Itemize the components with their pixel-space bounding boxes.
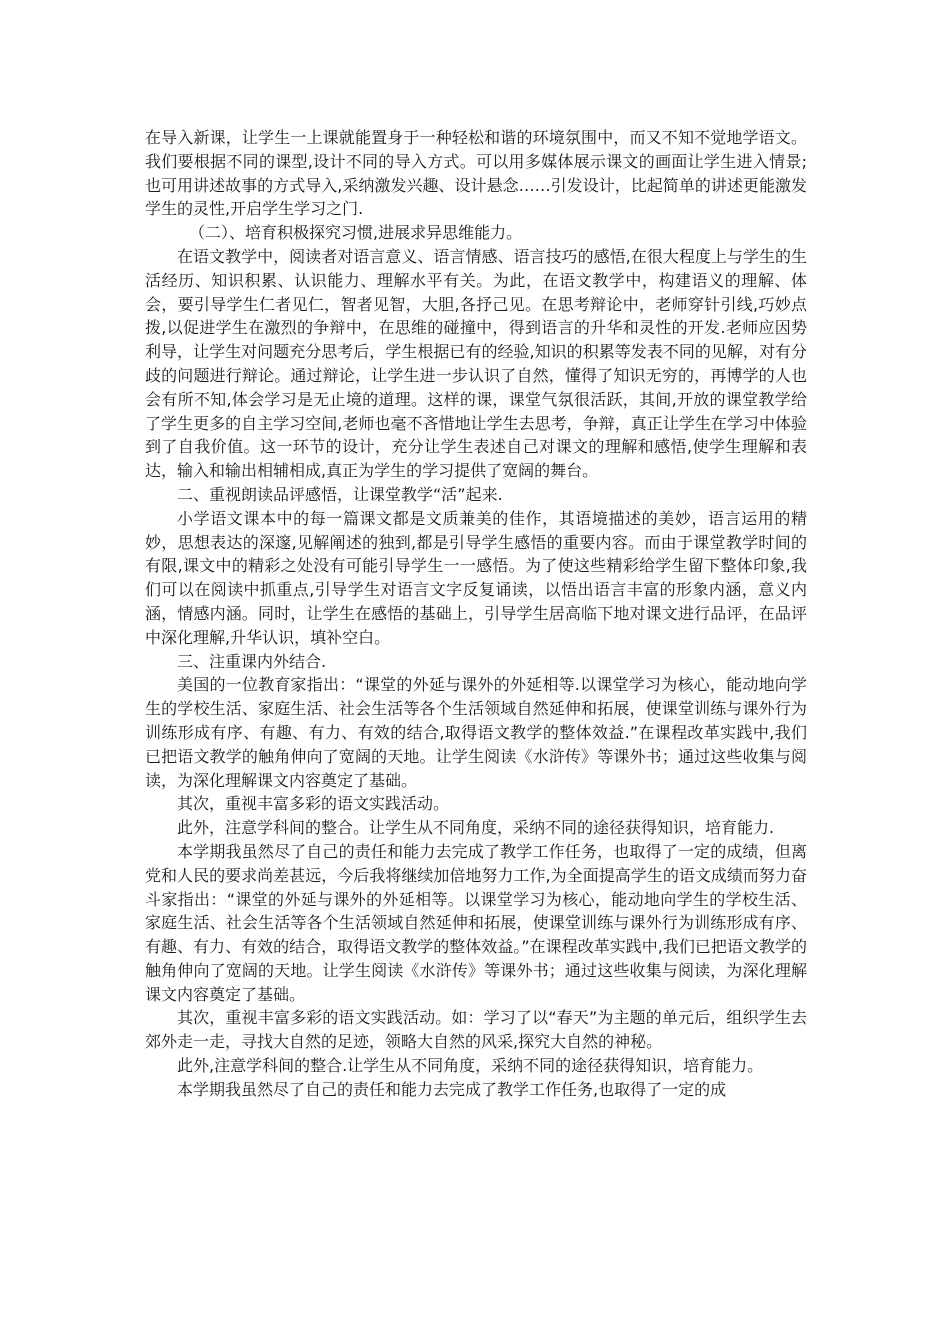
paragraph: 美国的一位教育家指出：“课堂的外延与课外的外延相等.以课堂学习为核心，能动地向学生的学校生活、家庭生活、社会生活等各个生活领域自然延伸和拓展，使课堂训练与课外行为训练形成有序、有趣、有力、有效的结合,取得语文教学的整体效益.”在课程改革实践中,我们已把语文教学的触角伸向了宽阔的天地。让学生阅读《水浒传》等课外书；通过这些收集与阅读，为深化理解课文内容奠定了基础。 — [145, 675, 807, 790]
section-heading: 二、重视朗读品评感悟，让课堂教学“活”起来. — [177, 484, 503, 504]
paragraph: 此外,注意学科间的整合.让学生从不同角度，采纳不同的途径获得知识，培育能力。 — [177, 1056, 764, 1076]
paragraph: 本学期我虽然尽了自己的责任和能力去完成了教学工作任务，也取得了一定的成绩，但离党和人民的要求尚差甚远，今后我将继续加倍地努力工作,为全面提高学生的语文成绩而努力奋斗家指出：“课堂的外延与课外的外延相等。以课堂学习为核心，能动地向学生的学校生活、家庭生活、社会生活等各个生活领域自然延伸和拓展，使课堂训练与课外行为训练形成有序、有趣、有力、有效的结合，取得语文教学的整体效益。”在课程改革实践中,我们已把语文教学的触角伸向了宽阔的天地。让学生阅读《水浒传》等课外书；通过这些收集与阅读，为深化理解课文内容奠定了基础。 — [145, 841, 807, 1004]
section-heading-2: （二）、培育积极探究习惯,进展求异思维能力。 — [189, 223, 523, 243]
section-heading: 三、注重课内外结合. — [177, 651, 327, 671]
paragraph: 本学期我虽然尽了自己的责任和能力去完成了教学工作任务,也取得了一定的成 — [177, 1079, 727, 1099]
document-body — [145, 126, 807, 1102]
paragraph-intro-continuation: 在导入新课，让学生一上课就能置身于一种轻松和谐的环境氛围中，而又不知不觉地学语文。我们要根据不同的课型,设计不同的导入方式。可以用多媒体展示课文的画面让学生进入情景;也可用讲述故事的方式导入,采纳激发兴趣、设计悬念……引发设计，比起简单的讲述更能激发学生的灵性,开启学生学习之门. — [145, 128, 807, 219]
paragraph: 此外，注意学科间的整合。让学生从不同角度，采纳不同的途径获得知识，培育能力. — [177, 818, 775, 838]
paragraph: 小学语文课本中的每一篇课文都是文质兼美的佳作，其语境描述的美妙，语言运用的精妙，思想表达的深邃,见解阐述的独到,都是引导学生感悟的重要内容。而由于课堂教学时间的有限,课文中的精彩之处没有可能引导学生一一感悟。为了使这些精彩给学生留下整体印象,我们可以在阅读中抓重点,引导学生对语言文字反复诵读，以悟出语言丰富的形象内涵，意义内涵，情感内涵。同时，让学生在感悟的基础上，引导学生居高临下地对课文进行品评，在品评中深化理解,升华认识，填补空白。 — [145, 508, 807, 647]
paragraph: 其次，重视丰富多彩的语文实践活动。 — [177, 794, 450, 814]
paragraph: 在语文教学中，阅读者对语言意义、语言情感、语言技巧的感悟,在很大程度上与学生的生活经历、知识积累、认识能力、理解水平有关。为此，在语文教学中，构建语义的理解、体会，要引导学生仁者见仁，智者见智，大胆,各抒己见。在思考辩论中，老师穿针引线,巧妙点拨,以促进学生在激烈的争辩中，在思维的碰撞中，得到语言的升华和灵性的开发.老师应因势利导，让学生对问题充分思考后，学生根据已有的经验,知识的积累等发表不同的见解，对有分歧的问题进行辩论。通过辩论，让学生进一步认识了自然，懂得了知识无穷的，再博学的人也会有所不知,体会学习是无止境的道理。这样的课，课堂气氛很活跃，其间,开放的课堂教学给了学生更多的自主学习空间,老师也毫不吝惜地让学生去思考，争辩，真正让学生在学习中体验到了自我价值。这一环节的设计，充分让学生表述自己对课文的理解和感悟,使学生理解和表达，输入和输出相辅相成,真正为学生的学习提供了宽阔的舞台。 — [145, 246, 807, 481]
paragraph: 其次，重视丰富多彩的语文实践活动。如：学习了以“春天”为主题的单元后，组织学生去郊外走一走，寻找大自然的足迹，领略大自然的风采,探究大自然的神秘。 — [145, 1008, 807, 1052]
